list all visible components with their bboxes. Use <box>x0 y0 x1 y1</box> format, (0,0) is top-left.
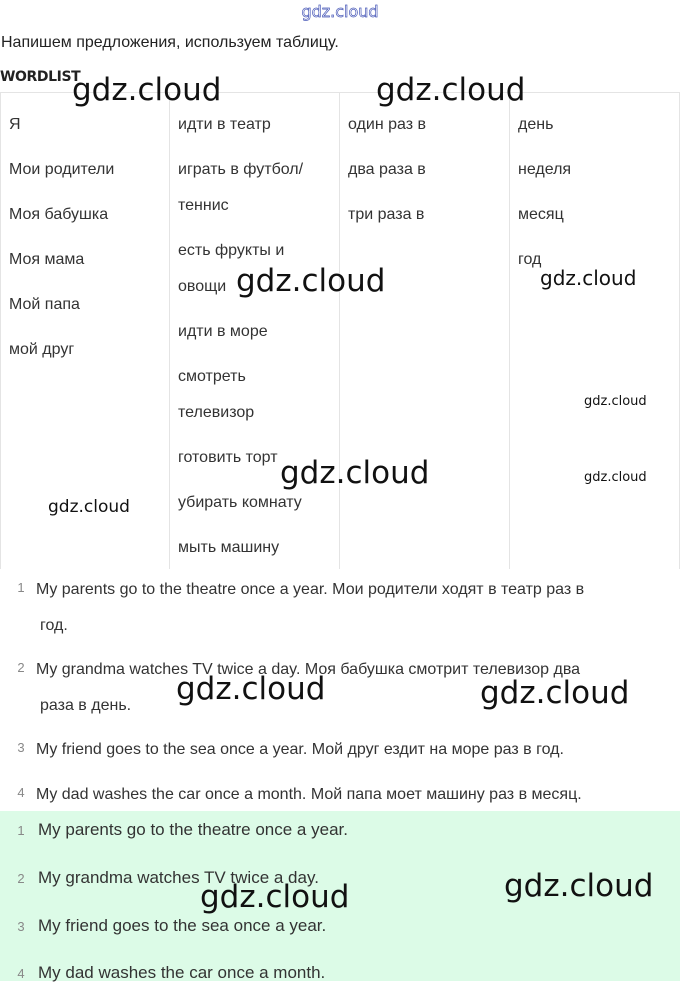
table-cell-line: овощи <box>178 278 227 295</box>
table-cell: Моя мама <box>9 251 85 268</box>
table-cell <box>178 233 303 314</box>
table-cell: убирать комнату <box>178 494 302 511</box>
watermark: gdz.cloud <box>200 879 350 915</box>
table-cell: Моя бабушка <box>9 206 109 223</box>
watermark: gdz.cloud <box>540 266 637 290</box>
table-cell: идти в море <box>178 323 268 340</box>
watermark: gdz.cloud <box>584 470 647 485</box>
table-column-period <box>509 93 680 569</box>
watermark: gdz.cloud <box>48 497 130 517</box>
answer-line: My grandma watches TV twice a day. Моя бабушка смотрит телевизор два <box>36 661 581 678</box>
summary-number: 2 <box>17 871 25 886</box>
summary-number: 4 <box>17 966 25 981</box>
table-cell <box>178 152 303 233</box>
answer-line: My friend goes to the sea once a year. Мой друг ездит на море раз в год. <box>36 741 564 758</box>
summary-number: 1 <box>17 823 25 838</box>
table-cell: день <box>518 116 554 133</box>
answer-number: 2 <box>17 660 25 675</box>
table-cell: неделя <box>518 161 572 178</box>
answer-number: 1 <box>17 580 25 595</box>
table-cell: мой друг <box>9 341 75 358</box>
table-cell-line: играть в футбол/ <box>178 161 304 178</box>
table-cell: готовить торт <box>178 449 278 466</box>
table-cell-line: телевизор <box>178 404 255 421</box>
watermark: gdz.cloud <box>236 263 386 299</box>
answer-line: год. <box>40 617 68 634</box>
answer-summary-box <box>0 811 680 981</box>
table-cell: три раза в <box>348 206 425 223</box>
answer-text <box>36 777 676 813</box>
watermark: gdz.cloud <box>280 455 430 491</box>
site-label: gdz.cloud <box>301 2 379 21</box>
wordlist-title: WORDLIST <box>0 69 81 85</box>
summary-text: My grandma watches TV twice a day. <box>38 868 319 887</box>
answer-number: 4 <box>17 785 25 800</box>
table-cell: месяц <box>518 206 564 223</box>
answer-line: раза в день. <box>40 697 132 714</box>
summary-text: My friend goes to the sea once a year. <box>38 916 327 935</box>
table-cell: год <box>518 251 542 268</box>
answer-text <box>36 732 676 768</box>
table-column-frequency <box>339 93 510 569</box>
table-column-subjects <box>0 93 170 569</box>
summary-text: My parents go to the theatre once a year. <box>38 820 348 839</box>
intro-text: Напишем предложения, используем таблицу. <box>1 34 339 51</box>
table-cell <box>178 359 303 440</box>
table-cell-line: есть фрукты и <box>178 242 285 259</box>
table-cell: Мой папа <box>9 296 80 313</box>
summary-text: My dad washes the car once a month. <box>38 963 326 982</box>
table-cell: Мои родители <box>9 161 115 178</box>
table-cell-line: смотреть <box>178 368 246 385</box>
watermark: gdz.cloud <box>376 72 526 108</box>
summary-number: 3 <box>17 919 25 934</box>
wordlist-table <box>0 92 680 569</box>
table-cell: идти в театр <box>178 116 271 133</box>
table-cell: мыть машину <box>178 539 280 556</box>
watermark: gdz.cloud <box>176 671 326 707</box>
answer-line: My parents go to the theatre once a year. Мои родители ходят в театр раз в <box>36 581 585 598</box>
table-cell: один раз в <box>348 116 426 133</box>
watermark: gdz.cloud <box>504 868 654 904</box>
watermark: gdz.cloud <box>584 394 647 409</box>
answer-number: 3 <box>17 740 25 755</box>
answer-text <box>36 572 676 644</box>
answer-text <box>36 652 676 724</box>
table-cell-line: теннис <box>178 197 229 214</box>
table-column-activities <box>169 93 340 569</box>
answer-line: My dad washes the car once a month. Мой папа моет машину раз в месяц. <box>36 786 582 803</box>
table-cell: Я <box>9 116 21 133</box>
watermark: gdz.cloud <box>480 675 630 711</box>
watermark: gdz.cloud <box>72 72 222 108</box>
table-cell: два раза в <box>348 161 426 178</box>
